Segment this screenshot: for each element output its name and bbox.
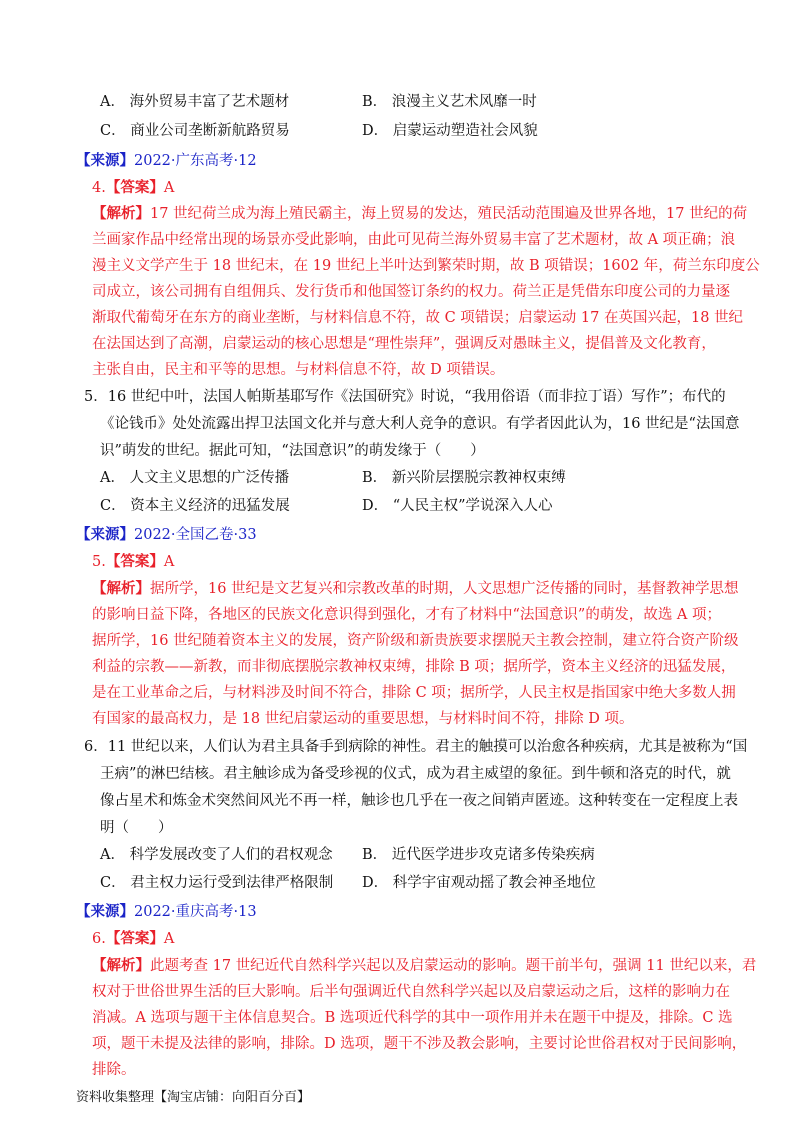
q5-option-b: B． 新兴阶层摆脱宗教神权束缚: [362, 470, 566, 486]
q3-option-c: C． 商业公司垄断新航路贸易: [100, 123, 290, 139]
page-footer: 资料收集整理【淘宝店铺：向阳百分百】: [76, 1090, 311, 1105]
q5-stem-line: 识”萌发的世纪。据此可知，“法国意识”的萌发缘于（ ）: [100, 443, 485, 459]
q6-option-d: D． 科学宇宙观动摇了教会神圣地位: [362, 875, 596, 891]
q4-analysis-line: 司成立，该公司拥有自组佣兵、发行货币和他国签订条约的权力。荷兰正是凭借东印度公司的力量逐: [92, 284, 730, 300]
q6-stem-line: 王病”的淋巴结核。君主触诊成为备受珍视的仪式，成为君主威望的象征。到牛顿和洛克的时代，就: [100, 766, 731, 782]
q5-option-c: C． 资本主义经济的迅猛发展: [100, 498, 290, 514]
q6-analysis-line: 权对于世俗世界生活的巨大影响。后半句强调近代自然科学兴起以及启蒙运动之后，这样的影响力在: [92, 984, 730, 1000]
q5-analysis-line: 有国家的最高权力，是 18 世纪启蒙运动的重要思想，与材料时间不符，排除 D 项。: [92, 711, 634, 727]
answer-value: A: [163, 554, 175, 570]
analysis-tag: 【解析】: [92, 205, 150, 222]
q6-option-c: C． 君主权力运行受到法律严格限制: [100, 875, 334, 891]
source-text: 2022·广东高考·12: [134, 153, 257, 169]
q6-analysis-line: 项，题干未提及法律的影响，排除。D 选项，题干不涉及教会影响，主要讨论世俗君权对于民间影响，: [92, 1036, 747, 1052]
q5-source: [76, 525, 257, 545]
q4-analysis-line: [92, 204, 747, 224]
q5-analysis-line: [92, 579, 739, 599]
source-tag: 【来源】: [76, 903, 134, 920]
q4-source: [76, 151, 257, 171]
analysis-text: 据所学，16 世纪是文艺复兴和宗教改革的时期，人文思想广泛传播的同时，基督教神学思想: [150, 581, 739, 597]
answer-number: 5.: [92, 554, 106, 570]
q6-option-a: A． 科学发展改变了人们的君权观念: [100, 847, 333, 863]
q5-stem-line: 《论钱币》处处流露出捍卫法国文化并与意大利人竞争的意识。有学者因此认为，16 世纪是“法国意: [100, 416, 740, 432]
q4-analysis-line: 主张自由，民主和平等的思想。与材料信息不符，故 D 项错误。: [92, 362, 505, 378]
q6-analysis-line: [92, 956, 756, 976]
q6-analysis-line: 排除。: [92, 1062, 136, 1078]
q5-answer: [92, 552, 174, 572]
q4-answer: [92, 178, 174, 198]
q4-analysis-line: 漫主义文学产生于 18 世纪末，在 19 世纪上半叶达到繁荣时期，故 B 项错误；1602 年，荷兰东印度公: [92, 258, 760, 274]
answer-number: 4.: [92, 180, 106, 196]
q6-stem-line: 6．11 世纪以来，人们认为君主具备手到病除的神性。君主的触摸可以治愈各种疾病，尤其是被称为“国: [84, 739, 748, 755]
q5-stem-line: 5．16 世纪中叶，法国人帕斯基耶写作《法国研究》时说，“我用俗语（而非拉丁语）写作”；布代的: [84, 389, 726, 405]
q6-option-b: B． 近代医学进步攻克诸多传染疾病: [362, 847, 595, 863]
analysis-tag: 【解析】: [92, 580, 150, 597]
source-tag: 【来源】: [76, 526, 134, 543]
q6-stem-line: 像占星术和炼金术突然间风光不再一样，触诊也几乎在一夜之间销声匿迹。这种转变在一定程度上表: [100, 793, 738, 809]
q4-analysis-line: 在法国达到了高潮，启蒙运动的核心思想是“理性崇拜”，强调反对愚昧主义，提倡普及文化教育，: [92, 336, 716, 352]
answer-number: 6.: [92, 931, 106, 947]
q5-option-d: D． “人民主权”学说深入人心: [362, 498, 553, 514]
q5-analysis-line: 据所学，16 世纪随着资本主义的发展，资产阶级和新贵族要求摆脱天主教会控制，建立符合资产阶级: [92, 633, 739, 649]
answer-tag: 【答案】: [105, 930, 164, 947]
answer-value: A: [163, 931, 175, 947]
q6-answer: [92, 929, 174, 949]
q6-source: [76, 902, 257, 922]
answer-tag: 【答案】: [105, 553, 164, 570]
q3-option-a: A． 海外贸易丰富了艺术题材: [100, 94, 290, 110]
q5-option-a: A． 人文主义思想的广泛传播: [100, 470, 290, 486]
source-text: 2022·全国乙卷·33: [134, 527, 257, 543]
answer-value: A: [163, 180, 175, 196]
analysis-text: 此题考查 17 世纪近代自然科学兴起以及启蒙运动的影响。题干前半句，强调 11 世纪以来，君: [150, 958, 757, 974]
q5-analysis-line: 利益的宗教——新教，而非彻底摆脱宗教神权束缚，排除 B 项；据所学，资本主义经济的迅猛发展，: [92, 659, 736, 675]
q6-stem-line: 明（ ）: [100, 820, 173, 836]
q4-analysis-line: 兰画家作品中经常出现的场景亦受此影响，由此可见荷兰海外贸易丰富了艺术题材，故 A 项正确；浪: [92, 232, 736, 248]
q5-analysis-line: 的影响日益下降，各地区的民族文化意识得到强化，才有了材料中“法国意识”的萌发，故选 A 项；: [92, 607, 722, 623]
q4-analysis-line: 渐取代葡萄牙在东方的商业垄断，与材料信息不符，故 C 项错误；启蒙运动 17 在英国兴起，18 世纪: [92, 310, 744, 326]
analysis-text: 17 世纪荷兰成为海上殖民霸主，海上贸易的发达，殖民活动范围遍及世界各地，17 世纪的荷: [150, 206, 748, 222]
q6-analysis-line: 消减。A 选项与题干主体信息契合。B 选项近代科学的其中一项作用并未在题干中提及，排除。C 选: [92, 1010, 733, 1026]
source-tag: 【来源】: [76, 152, 134, 169]
q5-analysis-line: 是在工业革命之后，与材料涉及时间不符合，排除 C 项；据所学，人民主权是指国家中绝大多数人拥: [92, 685, 736, 701]
q3-option-d: D． 启蒙运动塑造社会风貌: [362, 123, 538, 139]
q3-option-b: B． 浪漫主义艺术风靡一时: [362, 94, 537, 110]
answer-tag: 【答案】: [105, 179, 164, 196]
source-text: 2022·重庆高考·13: [134, 904, 257, 920]
analysis-tag: 【解析】: [92, 957, 150, 974]
